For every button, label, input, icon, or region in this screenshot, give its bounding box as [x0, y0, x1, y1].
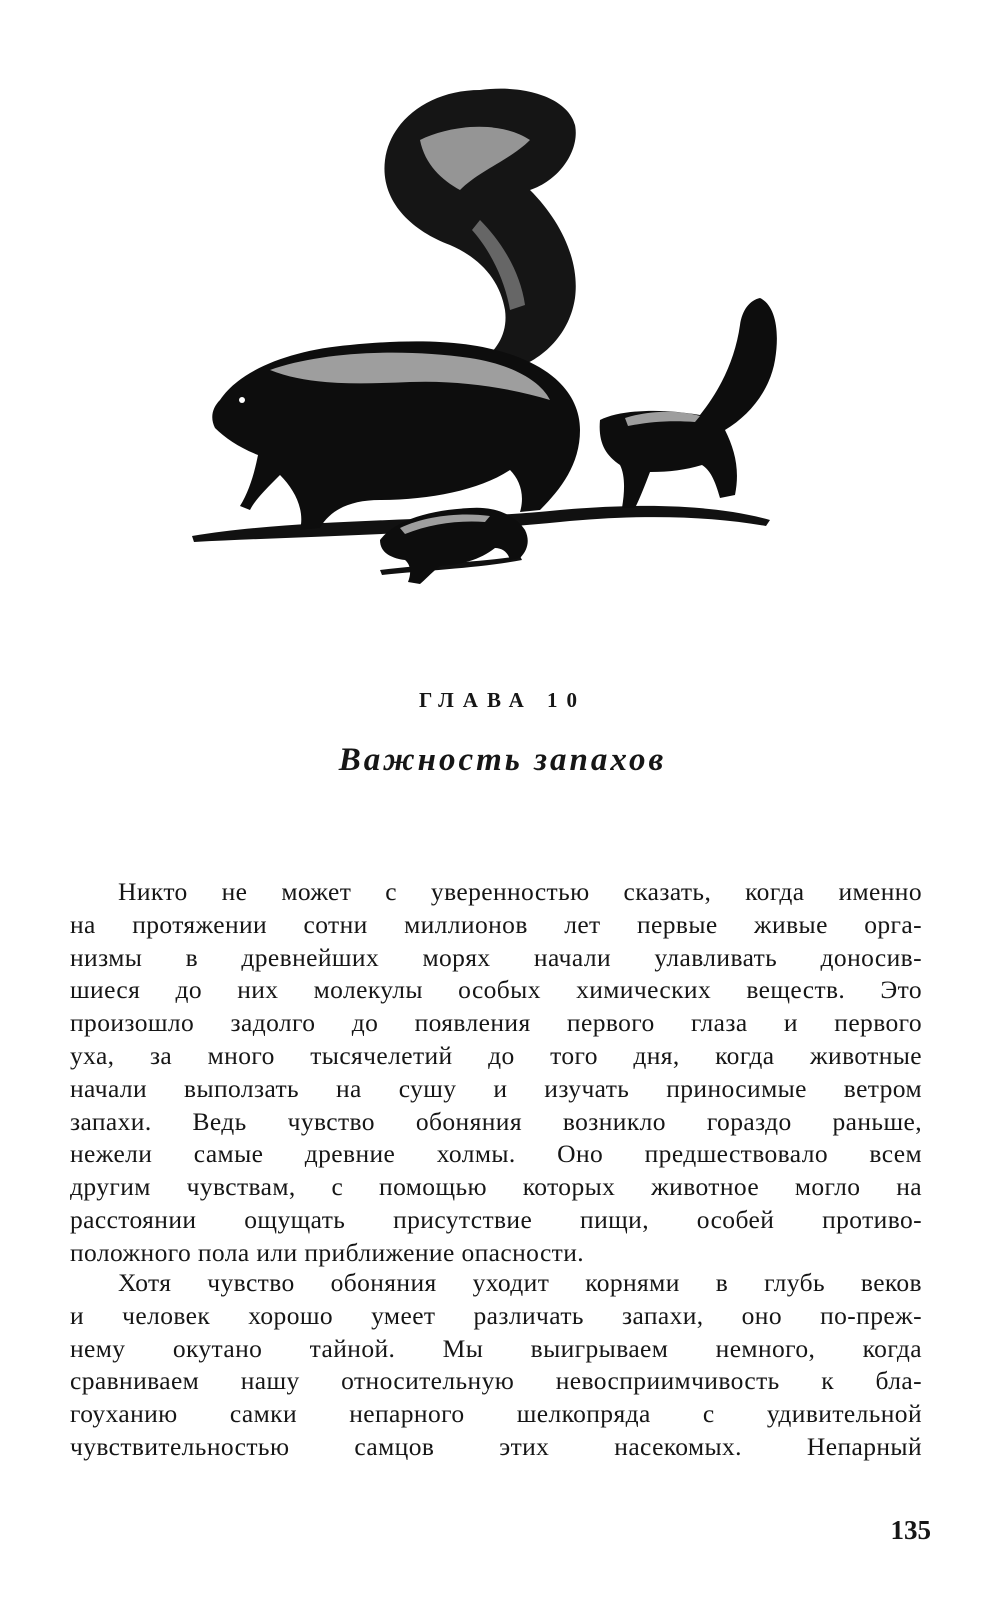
text-line: нему окутано тайной. Мы выигрываем немного, когда	[70, 1333, 922, 1363]
text-line: шиеся до них молекулы особых химических веществ. Это	[70, 975, 922, 1005]
text-line: Хотя чувство обоняния уходит корнями в глубь веков	[118, 1268, 922, 1297]
text-line: уха, за много тысячелетий до того дня, когда животные	[70, 1040, 922, 1070]
text-line: другим чувствам, с помощью которых животное могло на	[70, 1172, 922, 1202]
body-paragraph-1	[70, 876, 922, 1270]
text-line: нежели самые древние холмы. Оно предшествовало всем	[70, 1139, 922, 1169]
text-line: и человек хорошо умеет различать запахи, оно по-преж-	[70, 1300, 922, 1330]
text-line: запахи. Ведь чувство обоняния возникло гораздо раньше,	[70, 1106, 922, 1136]
text-line: расстоянии ощущать присутствие пищи, особей противо-	[70, 1204, 922, 1234]
skunk-illustration	[180, 70, 800, 600]
page-number: 135	[890, 1515, 931, 1545]
text-line: гоуханию самки непарного шелкопряда с удивительной	[70, 1399, 922, 1429]
chapter-title: Важность запахов	[338, 742, 667, 778]
text-line: на протяжении сотни миллионов лет первые живые орга-	[70, 909, 922, 939]
text-line: положного пола или приближение опасности.	[70, 1237, 585, 1267]
text-line: начали выползать на сушу и изучать приносимые ветром	[70, 1073, 922, 1103]
text-line: чувствительностью самцов этих насекомых. Непарный	[70, 1431, 922, 1461]
text-line: сравниваем нашу относительную невосприимчивость к бла-	[70, 1366, 922, 1396]
text-line: произошло задолго до появления первого глаза и первого	[70, 1008, 922, 1038]
chapter-label: ГЛАВА 10	[418, 688, 587, 712]
body-paragraph-2	[70, 1267, 922, 1464]
text-line: низмы в древнейших морях начали улавливать доносив-	[70, 942, 922, 972]
text-line: Никто не может с уверенностью сказать, когда именно	[118, 877, 922, 906]
